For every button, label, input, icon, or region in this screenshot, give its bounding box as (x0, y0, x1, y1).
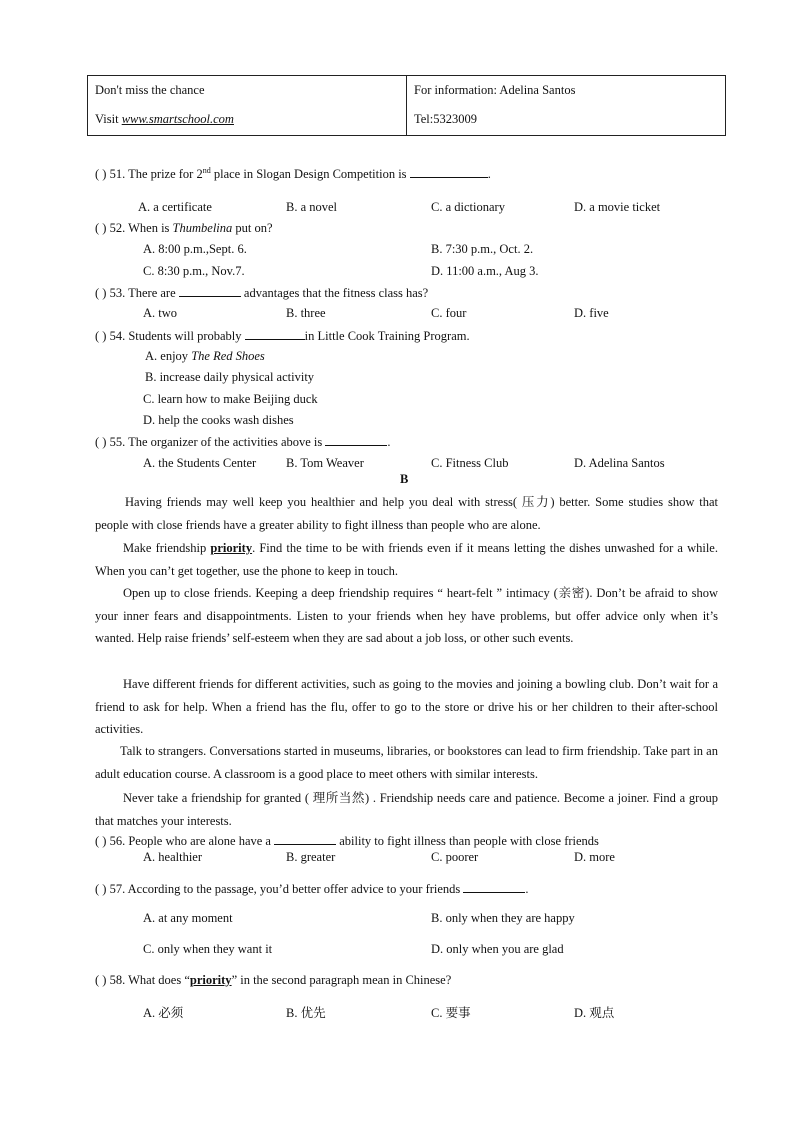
q54-option-c[interactable]: C. learn how to make Beijing duck (143, 392, 318, 406)
passage-paragraph-6: Never take a friendship for granted ( 理所当然) . Friendship needs care and patience. Become a joiner. Find a group that matches your interests. (95, 791, 718, 828)
answer-paren[interactable]: ( ) (95, 834, 107, 848)
website-link[interactable]: www.smartschool.com (121, 112, 234, 126)
question-55: ( ) 55. The organizer of the activities above is . (95, 435, 391, 449)
q57-option-d[interactable]: D. only when you are glad (431, 942, 564, 956)
q57-option-b[interactable]: B. only when they are happy (431, 911, 575, 925)
keyword-priority: priority (189, 973, 232, 987)
info-visit-line: Visit www.smartschool.com (95, 112, 234, 126)
info-left-cell (88, 76, 407, 136)
q51-option-c[interactable]: C. a dictionary (431, 200, 505, 214)
q54-option-b[interactable]: B. increase daily physical activity (145, 370, 315, 384)
q54-option-a[interactable]: A. enjoy The Red Shoes (145, 349, 265, 363)
passage-paragraph-3: Open up to close friends. Keeping a deep friendship requires “ heart-felt ” intimacy (亲密). Don’t be afraid to show your inner fears and disappointments. Listen to your friends when hey have problems, but offer advice only when it’s wanted. Help raise friends’ self-esteem when they are sad about a job loss, or other such events. (95, 586, 718, 645)
passage-paragraph-2: Make friendship priority. Find the time to be with friends even if it means letting the dishes unwashed for a while. When you can’t get together, use the phone to keep in touch. (95, 541, 718, 578)
q56-option-a[interactable]: A. healthier (143, 850, 203, 864)
keyword-priority: priority (210, 541, 253, 555)
question-57: ( ) 57. According to the passage, you’d better offer advice to your friends . (95, 882, 529, 896)
question-58: ( ) 58. What does “priority” in the second paragraph mean in Chinese? (95, 973, 452, 987)
q55-option-c[interactable]: C. Fitness Club (431, 456, 509, 470)
q52-option-b[interactable]: B. 7:30 p.m., Oct. 2. (431, 242, 534, 256)
question-56: ( ) 56. People who are alone have a ability to fight illness than people with close friends (95, 834, 599, 848)
q53-option-a[interactable]: A. two (143, 306, 178, 320)
info-contact-text: For information: Adelina Santos (414, 83, 576, 97)
question-52: ( ) 52. When is Thumbelina put on? (95, 221, 273, 235)
answer-blank (274, 833, 336, 845)
q58-option-d[interactable]: D. 观点 (574, 1006, 615, 1020)
answer-paren[interactable]: ( ) (95, 329, 107, 343)
q56-option-c[interactable]: C. poorer (431, 850, 479, 864)
answer-blank (245, 328, 305, 340)
answer-paren[interactable]: ( ) (95, 882, 107, 896)
q55-option-b[interactable]: B. Tom Weaver (286, 456, 364, 470)
answer-paren[interactable]: ( ) (95, 286, 107, 300)
answer-blank (463, 881, 525, 893)
answer-paren[interactable]: ( ) (95, 167, 107, 182)
info-table (87, 75, 726, 136)
q57-option-a[interactable]: A. at any moment (143, 911, 233, 925)
q57-option-c[interactable]: C. only when they want it (143, 942, 273, 956)
q55-option-a[interactable]: A. the Students Center (143, 456, 257, 470)
answer-blank (179, 285, 241, 297)
q52-option-c[interactable]: C. 8:30 p.m., Nov.7. (143, 264, 245, 278)
info-chance-text: Don't miss the chance (95, 83, 205, 97)
info-right-cell (407, 76, 726, 136)
answer-paren[interactable]: ( ) (95, 973, 107, 987)
q58-option-b[interactable]: B. 优先 (286, 1006, 326, 1020)
section-b-heading: B (400, 472, 409, 486)
passage-paragraph-4: Have different friends for different activities, such as going to the movies and joining a bowling club. Don’t wait for a friend to ask for help. When a friend has the flu, offer to go to the store or drive his or her children to their after-school activities. (95, 677, 718, 736)
passage-paragraph-5: Talk to strangers. Conversations started in museums, libraries, or bookstores can lead to firm friendship. Take part in an adult education course. A classroom is a good place to meet others with similar interests. (95, 744, 718, 781)
info-tel-text: Tel:5323009 (414, 112, 478, 126)
answer-blank (325, 434, 387, 446)
answer-blank (410, 166, 488, 178)
question-53: ( ) 53. There are advantages that the fitness class has? (95, 286, 429, 300)
q56-option-b[interactable]: B. greater (286, 850, 336, 864)
q53-option-c[interactable]: C. four (431, 306, 467, 320)
q51-option-a[interactable]: A. a certificate (138, 200, 212, 214)
q58-option-c[interactable]: C. 要事 (431, 1006, 471, 1020)
q56-option-d[interactable]: D. more (574, 850, 615, 864)
question-51: ( ) 51. The prize for 2nd place in Slogan Design Competition is . (95, 166, 491, 182)
q51-option-d[interactable]: D. a movie ticket (574, 200, 661, 214)
answer-paren[interactable]: ( ) (95, 221, 107, 235)
q54-option-d[interactable]: D. help the cooks wash dishes (143, 413, 294, 427)
q52-option-a[interactable]: A. 8:00 p.m.,Sept. 6. (143, 242, 247, 256)
q53-option-b[interactable]: B. three (286, 306, 326, 320)
q52-option-d[interactable]: D. 11:00 a.m., Aug 3. (431, 264, 539, 278)
q58-option-a[interactable]: A. 必须 (143, 1006, 184, 1020)
q55-option-d[interactable]: D. Adelina Santos (574, 456, 665, 470)
q51-option-b[interactable]: B. a novel (286, 200, 338, 214)
passage-paragraph-1: Having friends may well keep you healthier and help you deal with stress( 压力) better. Some studies show that people with close friends have a greater ability to fight illness than people who are alone. (95, 495, 718, 532)
answer-paren[interactable]: ( ) (95, 435, 107, 449)
q53-option-d[interactable]: D. five (574, 306, 609, 320)
question-54: ( ) 54. Students will probably in Little Cook Training Program. (95, 329, 470, 343)
